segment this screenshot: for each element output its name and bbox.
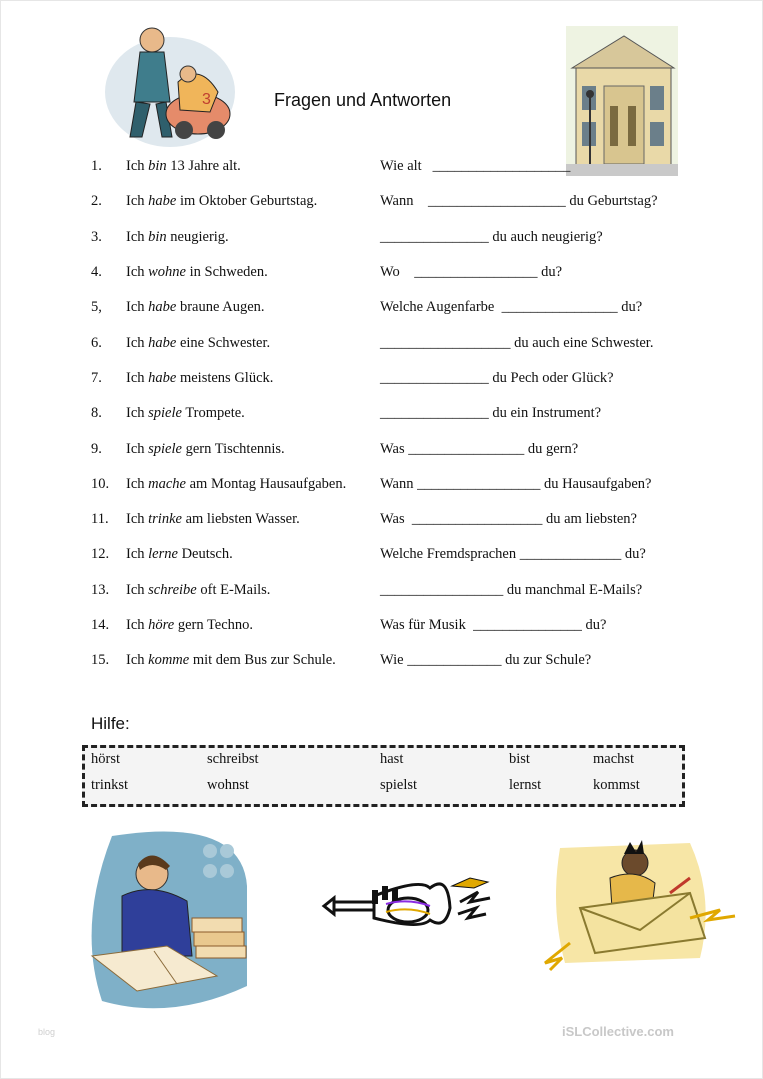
help-word: spielst — [380, 777, 418, 793]
row-number: 5, — [91, 299, 102, 315]
row-number: 12. — [91, 546, 110, 562]
statement: Ich komme mit dem Bus zur Schule. — [126, 652, 336, 668]
row-number: 6. — [91, 335, 102, 351]
statement: Ich wohne in Schweden. — [126, 264, 268, 280]
question-blank: Welche Augenfarbe ________________ du? — [380, 299, 643, 315]
row-number: 10. — [91, 476, 110, 492]
question-blank: Wie _____________ du zur Schule? — [380, 652, 592, 668]
row-number: 2. — [91, 193, 102, 209]
man-with-toy-car-illustration — [100, 22, 235, 147]
exercise-row-6 — [0, 335, 763, 357]
exercise-row-2 — [0, 193, 763, 215]
statement: Ich habe meistens Glück. — [126, 370, 274, 386]
help-word: trinkst — [91, 777, 129, 793]
question-blank: Was für Musik _______________ du? — [380, 617, 607, 633]
email-flight-illustration — [540, 838, 740, 973]
exercise-row-4 — [0, 264, 763, 286]
question-blank: Was ________________ du gern? — [380, 441, 579, 457]
exercise-row-8 — [0, 405, 763, 427]
question-blank: Was __________________ du am liebsten? — [380, 511, 637, 527]
exercise-row-5 — [0, 299, 763, 321]
question-blank: _________________ du manchmal E-Mails? — [380, 582, 643, 598]
question-blank: _______________ du ein Instrument? — [380, 405, 602, 421]
help-word: hast — [380, 751, 404, 767]
exercise-row-12 — [0, 546, 763, 568]
exercise-row-10 — [0, 476, 763, 498]
statement: Ich trinke am liebsten Wasser. — [126, 511, 300, 527]
building-illustration — [566, 26, 678, 176]
exercise-row-1 — [0, 158, 763, 180]
row-number: 14. — [91, 617, 110, 633]
help-word: bist — [509, 751, 530, 767]
row-number: 11. — [91, 511, 109, 527]
statement: Ich mache am Montag Hausaufgaben. — [126, 476, 347, 492]
help-word: wohnst — [207, 777, 249, 793]
exercise-row-13 — [0, 582, 763, 604]
question-blank: _______________ du Pech oder Glück? — [380, 370, 614, 386]
statement: Ich bin 13 Jahre alt. — [126, 158, 241, 174]
trumpet-illustration — [320, 868, 500, 943]
row-number: 1. — [91, 158, 102, 174]
exercise-row-9 — [0, 441, 763, 463]
question-blank: Welche Fremdsprachen ______________ du? — [380, 546, 646, 562]
statement: Ich habe eine Schwester. — [126, 335, 271, 351]
row-number: 13. — [91, 582, 110, 598]
svg-text:3: 3 — [202, 91, 211, 108]
exercise-row-3 — [0, 229, 763, 251]
statement: Ich spiele gern Tischtennis. — [126, 441, 285, 457]
row-number: 3. — [91, 229, 102, 245]
question-blank: Wie alt ___________________ — [380, 158, 571, 174]
help-word: hörst — [91, 751, 120, 767]
help-word: lernst — [509, 777, 542, 793]
statement: Ich schreibe oft E-Mails. — [126, 582, 271, 598]
question-blank: Wann _________________ du Hausaufgaben? — [380, 476, 652, 492]
student-reading-illustration — [82, 826, 252, 1011]
exercise-row-11 — [0, 511, 763, 533]
row-number: 15. — [91, 652, 110, 668]
exercise-row-15 — [0, 652, 763, 674]
help-word: machst — [593, 751, 635, 767]
help-word: kommst — [593, 777, 640, 793]
question-blank: Wann ___________________ du Geburtstag? — [380, 193, 658, 209]
question-blank: __________________ du auch eine Schwester. — [380, 335, 654, 351]
help-word: schreibst — [207, 751, 259, 767]
statement: Ich bin neugierig. — [126, 229, 229, 245]
help-word-box — [82, 745, 685, 807]
exercise-row-7 — [0, 370, 763, 392]
blog-watermark: blog — [38, 1027, 56, 1037]
question-blank: Wo _________________ du? — [380, 264, 563, 280]
statement: Ich habe braune Augen. — [126, 299, 265, 315]
help-heading: Hilfe: — [91, 714, 130, 733]
statement: Ich spiele Trompete. — [126, 405, 245, 421]
row-number: 9. — [91, 441, 102, 457]
row-number: 4. — [91, 264, 102, 280]
statement: Ich habe im Oktober Geburtstag. — [126, 193, 318, 209]
site-watermark: iSLCollective.com — [562, 1024, 674, 1039]
question-blank: _______________ du auch neugierig? — [380, 229, 603, 245]
row-number: 8. — [91, 405, 102, 421]
statement: Ich lerne Deutsch. — [126, 546, 233, 562]
page-title: Fragen und Antworten — [274, 90, 452, 110]
statement: Ich höre gern Techno. — [126, 617, 254, 633]
exercise-row-14 — [0, 617, 763, 639]
row-number: 7. — [91, 370, 102, 386]
